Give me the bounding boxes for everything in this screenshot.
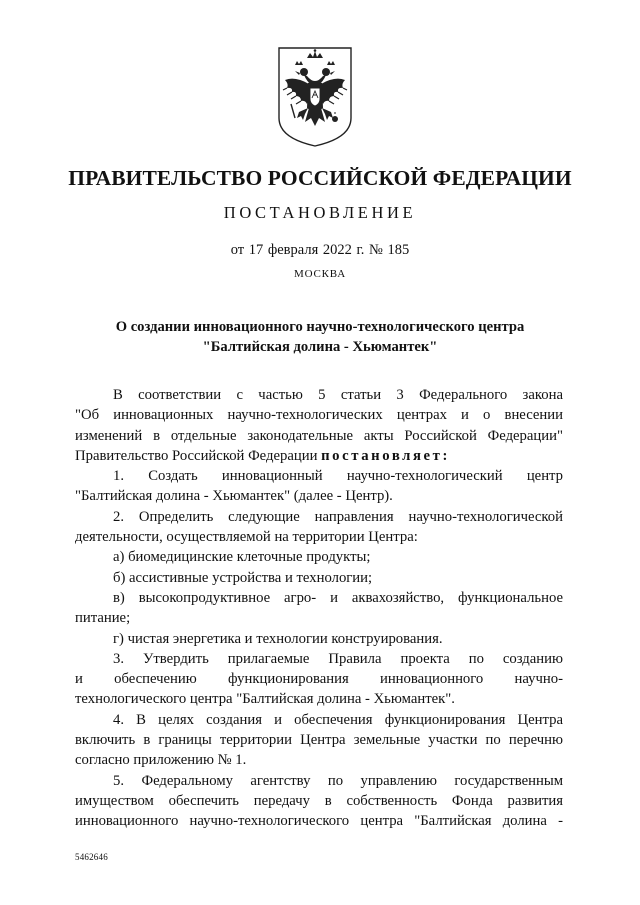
paragraph-3-line-1: 3. Утвердить прилагаемые Правила проекта по созданию — [113, 650, 563, 667]
paragraph-2b: б) ассистивные устройства и технологии; — [113, 569, 373, 586]
document-code: 5462646 — [75, 852, 108, 862]
paragraph-5-line-2: имуществом обеспечить передачу в собственность Фонда развития — [75, 792, 563, 809]
paragraph-1-line-2: "Балтийская долина - Хьюмантек" (далее - Центр). — [75, 488, 393, 505]
paragraph-2g: г) чистая энергетика и технологии конструирования. — [113, 630, 443, 647]
preamble-government: Правительство Российской Федерации — [75, 447, 322, 464]
paragraph-2-line-1: 2. Определить следующие направления научно-технологической — [113, 508, 563, 525]
government-title: ПРАВИТЕЛЬСТВО РОССИЙСКОЙ ФЕДЕРАЦИИ — [68, 166, 572, 190]
preamble-line-1: В соответствии с частью 5 статьи 3 Федерального закона — [113, 387, 563, 403]
paragraph-5-line-3: инновационного научно-технологического центра "Балтийская долина - — [75, 813, 563, 830]
paragraph-2a: а) биомедицинские клеточные продукты; — [113, 549, 371, 566]
document-body — [75, 385, 563, 832]
document-type: ПОСТАНОВЛЕНИЕ — [223, 203, 417, 222]
paragraph-2-line-2: деятельности, осуществляемой на территории Центра: — [75, 529, 418, 546]
paragraph-4-line-3: согласно приложению № 1. — [75, 752, 247, 769]
paragraph-2v-line-2: питание; — [75, 610, 131, 627]
paragraph-4-line-1: 4. В целях создания и обеспечения функционирования Центра — [113, 711, 563, 728]
document-heading — [0, 317, 640, 357]
resolves-keyword: постановляет: — [321, 447, 450, 464]
preamble-line-3: изменений в отдельные законодательные акты Российской Федерации" — [75, 427, 563, 444]
document-city: МОСКВА — [294, 268, 346, 280]
heading-line-2: "Балтийская долина - Хьюмантек" — [202, 339, 438, 355]
preamble-line-2: "Об инновационных научно-технологических центрах и о внесении — [75, 407, 563, 424]
paragraph-1-line-1: 1. Создать инновационный научно-технологический центр — [113, 468, 563, 485]
paragraph-5-line-1: 5. Федеральному агентству по управлению государственным — [113, 772, 563, 789]
paragraph-3-line-2: и обеспечению функционирования инновационного научно- — [75, 671, 563, 688]
preamble-line-4 — [75, 446, 563, 466]
document-date-number: от 17 февраля 2022 г. № 185 — [230, 242, 410, 258]
paragraph-2v-line-1: в) высокопродуктивное агро- и аквахозяйство, функциональное — [113, 589, 563, 606]
heading-line-1: О создании инновационного научно-технологического центра — [115, 319, 525, 335]
paragraph-3-line-3: технологического центра "Балтийская долина - Хьюмантек". — [75, 691, 455, 708]
paragraph-4-line-2: включить в границы территории Центра земельные участки по перечню — [75, 732, 563, 749]
coat-of-arms-icon — [275, 46, 355, 148]
